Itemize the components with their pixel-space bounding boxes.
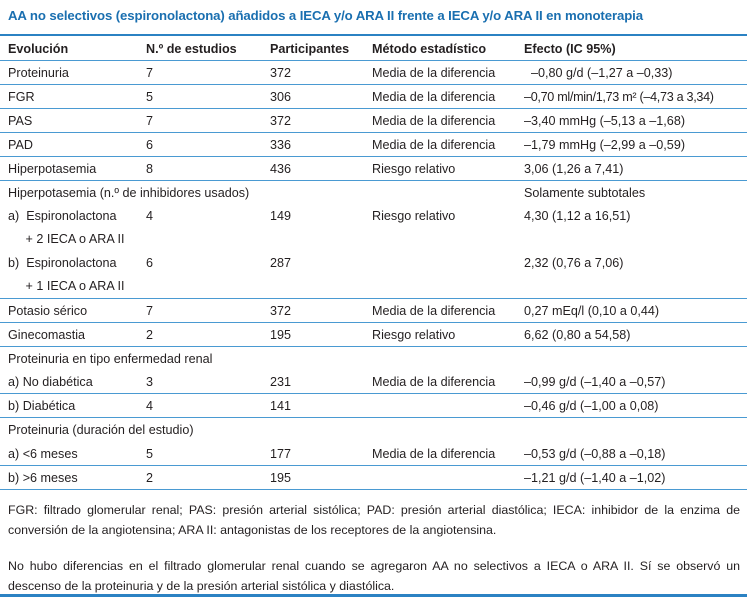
table-row-section bbox=[0, 418, 747, 443]
cell-participantes: 372 bbox=[262, 109, 364, 133]
cell-participantes: 436 bbox=[262, 157, 364, 181]
table-row bbox=[0, 323, 747, 347]
cell-estudios: 2 bbox=[138, 323, 262, 347]
cell-efecto: 2,32 (0,76 a 7,06) bbox=[524, 255, 624, 270]
table-row bbox=[0, 251, 747, 274]
cell-metodo: Media de la diferencia bbox=[372, 374, 496, 389]
cell-metodo: Media de la diferencia bbox=[372, 65, 496, 80]
cell-efecto bbox=[514, 274, 747, 299]
cell-estudios: 5 bbox=[146, 446, 154, 461]
table-row bbox=[0, 227, 747, 251]
cell-efecto: –1,79 mmHg (–2,99 a –0,59) bbox=[514, 133, 747, 157]
cell-evolucion: PAS bbox=[0, 109, 138, 133]
cell-estudios: 6 bbox=[138, 133, 262, 157]
cell-estudios: 7 bbox=[138, 109, 262, 133]
table-row bbox=[0, 61, 747, 85]
cell-evolucion: b) >6 meses bbox=[0, 466, 138, 490]
table-row bbox=[0, 370, 747, 394]
header-evolucion: Evolución bbox=[0, 38, 138, 61]
header-efecto: Efecto (IC 95%) bbox=[514, 38, 747, 61]
cell-metodo bbox=[364, 251, 514, 274]
cell-participantes: 195 bbox=[262, 466, 364, 490]
results-table bbox=[0, 38, 747, 490]
cell-participantes bbox=[262, 274, 364, 299]
cell-metodo: Riesgo relativo bbox=[364, 323, 514, 347]
top-rule bbox=[0, 34, 747, 36]
cell-efecto: 4,30 (1,12 a 16,51) bbox=[524, 208, 631, 223]
header-row bbox=[0, 38, 747, 61]
cell-estudios: 6 bbox=[146, 255, 154, 270]
cell-efecto: –0,80 g/d (–1,27 a –0,33) bbox=[524, 65, 673, 80]
cell-evolucion: b) Diabética bbox=[0, 394, 138, 418]
cell-metodo bbox=[364, 466, 514, 490]
header-estudios: N.º de estudios bbox=[138, 38, 262, 61]
cell-efecto: –0,46 g/d (–1,00 a 0,08) bbox=[514, 394, 747, 418]
cell-evolucion: + 2 IECA o ARA II bbox=[8, 232, 125, 246]
table-row bbox=[0, 133, 747, 157]
cell-efecto: –3,40 mmHg (–5,13 a –1,68) bbox=[514, 109, 747, 133]
table-row bbox=[0, 109, 747, 133]
table-row-section bbox=[0, 181, 747, 205]
cell-participantes: 231 bbox=[270, 374, 292, 389]
table-row bbox=[0, 157, 747, 181]
cell-participantes: 287 bbox=[270, 255, 292, 270]
table-row bbox=[0, 442, 747, 466]
cell-participantes: 177 bbox=[270, 446, 292, 461]
cell-participantes: 141 bbox=[262, 394, 364, 418]
section-label: Hiperpotasemia (n.º de inhibidores usados) bbox=[0, 181, 514, 205]
cell-metodo: Media de la diferencia bbox=[364, 109, 514, 133]
table-row-section bbox=[0, 347, 747, 371]
cell-efecto bbox=[514, 227, 747, 251]
section-label: Proteinuria en tipo enfermedad renal bbox=[0, 347, 747, 371]
section-label: Proteinuria (duración del estudio) bbox=[0, 418, 747, 443]
cell-evolucion: a) <6 meses bbox=[8, 446, 78, 461]
cell-participantes: 149 bbox=[270, 208, 292, 223]
footnote-summary: No hubo diferencias en el filtrado glomerular renal cuando se agregaron AA no selectivos a IECA o ARA II. Sí se observó un descenso de la proteinuria y de la presión arterial sistólica y diastólica. bbox=[8, 559, 740, 593]
cell-estudios: 5 bbox=[138, 85, 262, 109]
cell-participantes: 195 bbox=[262, 323, 364, 347]
cell-metodo: Riesgo relativo bbox=[372, 208, 456, 223]
table-row bbox=[0, 466, 747, 490]
cell-participantes: 306 bbox=[262, 85, 364, 109]
cell-metodo: Riesgo relativo bbox=[364, 157, 514, 181]
cell-evolucion: Hiperpotasemia bbox=[0, 157, 138, 181]
cell-efecto: –1,21 g/d (–1,40 a –1,02) bbox=[514, 466, 747, 490]
cell-participantes: 336 bbox=[262, 133, 364, 157]
cell-efecto: 6,62 (0,80 a 54,58) bbox=[514, 323, 747, 347]
cell-estudios: 4 bbox=[146, 208, 154, 223]
cell-efecto: –0,99 g/d (–1,40 a –0,57) bbox=[524, 374, 666, 389]
footnote-abbreviations: FGR: filtrado glomerular renal; PAS: presión arterial sistólica; PAD: presión arterial diastólica; IECA: inhibidor de la enzima de conversión de la angiotensina; ARA II: antagonistas de los receptores de la angiotensina. bbox=[8, 503, 740, 537]
cell-estudios: 8 bbox=[138, 157, 262, 181]
cell-evolucion: + 1 IECA o ARA II bbox=[8, 279, 125, 293]
cell-estudios: 2 bbox=[138, 466, 262, 490]
cell-metodo bbox=[364, 274, 514, 299]
cell-participantes bbox=[262, 227, 364, 251]
cell-estudios: 7 bbox=[146, 65, 154, 80]
cell-evolucion: a) No diabética bbox=[8, 374, 93, 389]
cell-participantes: 372 bbox=[262, 299, 364, 323]
cell-metodo: Media de la diferencia bbox=[364, 133, 514, 157]
table-title: AA no selectivos (espironolactona) añadidos a IECA y/o ARA II frente a IECA y/o ARA II en monoterapia bbox=[8, 8, 643, 23]
cell-evolucion: a) Espironolactona bbox=[8, 208, 117, 223]
cell-metodo bbox=[364, 227, 514, 251]
cell-efecto: 3,06 (1,26 a 7,41) bbox=[514, 157, 747, 181]
bottom-rule bbox=[0, 594, 747, 597]
cell-estudios: 4 bbox=[138, 394, 262, 418]
cell-metodo: Media de la diferencia bbox=[364, 85, 514, 109]
cell-metodo bbox=[364, 394, 514, 418]
header-metodo: Método estadístico bbox=[364, 38, 514, 61]
cell-efecto: –0,70 ml/min/1,73 m² (–4,73 a 3,34) bbox=[514, 85, 747, 109]
cell-metodo: Media de la diferencia bbox=[372, 446, 496, 461]
cell-estudios: 3 bbox=[146, 374, 154, 389]
cell-estudios: 7 bbox=[138, 299, 262, 323]
cell-evolucion: Potasio sérico bbox=[0, 299, 138, 323]
cell-evolucion: PAD bbox=[0, 133, 138, 157]
cell-efecto: Solamente subtotales bbox=[514, 181, 747, 205]
header-participantes: Participantes bbox=[262, 38, 364, 61]
cell-evolucion: Proteinuria bbox=[8, 65, 69, 80]
cell-metodo: Media de la diferencia bbox=[364, 299, 514, 323]
table-row bbox=[0, 204, 747, 227]
table-row bbox=[0, 299, 747, 323]
cell-efecto: 0,27 mEq/l (0,10 a 0,44) bbox=[514, 299, 747, 323]
cell-evolucion: Ginecomastia bbox=[0, 323, 138, 347]
cell-evolucion: FGR bbox=[0, 85, 138, 109]
cell-evolucion: b) Espironolactona bbox=[8, 255, 117, 270]
table-row bbox=[0, 394, 747, 418]
table-row bbox=[0, 274, 747, 299]
table-row bbox=[0, 85, 747, 109]
cell-participantes: 372 bbox=[270, 65, 292, 80]
cell-efecto: –0,53 g/d (–0,88 a –0,18) bbox=[524, 446, 666, 461]
